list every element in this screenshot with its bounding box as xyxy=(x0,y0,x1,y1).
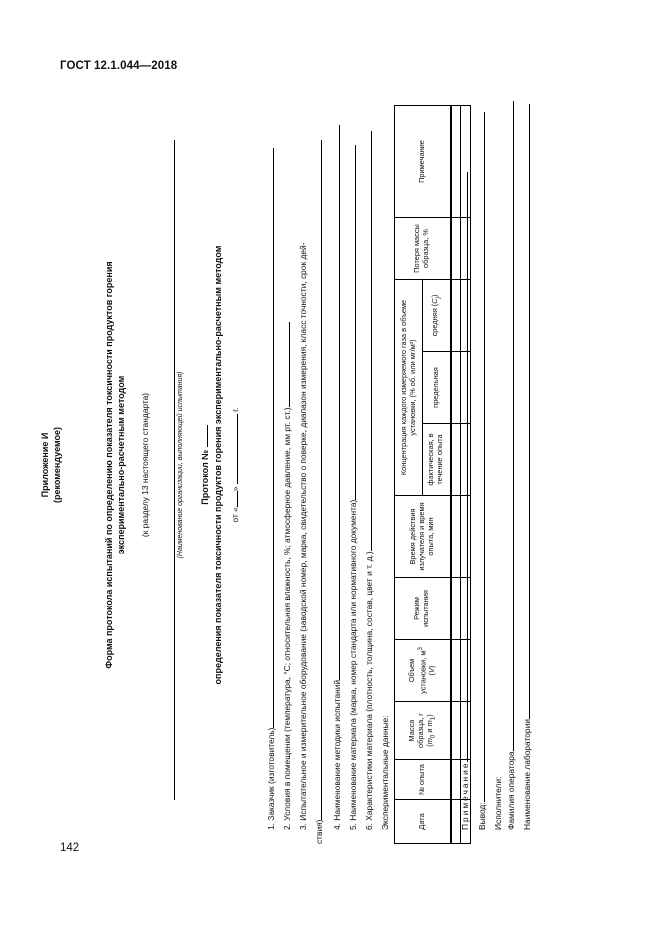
col-concentration: Концентрация каждого измеряемого газа в объеме установки, (% об. или мг/м³) xyxy=(395,279,423,495)
field-material-name[interactable]: 5. Наименование материала (марка, номер стандарта или нормативного документа) xyxy=(348,145,358,830)
protocol-date[interactable]: от «» г. xyxy=(230,407,240,523)
protocol-label: Протокол № xyxy=(200,449,210,505)
table-row[interactable] xyxy=(451,105,461,843)
field-equipment: 3. Испытательное и измерительное оборудование (заводской номер, марка, свидетельство о поверке, диапазон измерения, класс точности, срок дей- xyxy=(298,242,308,830)
col-mode: Режим испытания xyxy=(395,578,451,640)
form-heading-1: Форма протокола испытаний по определению показателя токсичности продуктов горения xyxy=(104,261,114,669)
col-note: Примечание xyxy=(395,105,451,217)
footer-lab[interactable]: Наименование лаборатории xyxy=(522,104,532,830)
appendix-title: Приложение И xyxy=(40,432,50,498)
col-conc-max: предельная xyxy=(423,352,451,424)
footer-conclusion[interactable]: Вывод: xyxy=(477,112,487,830)
protocol-number xyxy=(200,100,211,830)
col-mass-loss: Потеря массы образца, % xyxy=(395,217,451,279)
field-equipment-cont[interactable]: ствия) xyxy=(314,140,324,844)
col-number: № опыта xyxy=(395,760,451,800)
col-conc-avg: средняя $(C_j)$ xyxy=(423,279,451,351)
form-reference: (к разделу 13 настоящего стандарта) xyxy=(140,392,150,538)
org-name-line[interactable] xyxy=(174,140,175,800)
col-volume: Объем установки, $м^3$ (V) xyxy=(395,640,451,702)
rotated-form xyxy=(40,100,532,844)
footer-note[interactable]: Примечание xyxy=(460,172,470,830)
col-conc-actual: фактическая, в течение опыта xyxy=(423,424,451,496)
field-conditions[interactable]: 2. Условия в помещении (температура, °С; относительная влажность, %; атмосферное давление, мм рт. ст.) xyxy=(282,322,292,830)
appendix-status: (рекомендуемое) xyxy=(52,427,62,503)
org-caption: (Наименование организации, выполняющей испытания) xyxy=(177,371,184,559)
field-material-props[interactable]: 6. Характеристики материала (плотность, толщина, состав, цвет и т. д.) xyxy=(364,131,374,830)
field-method[interactable]: 4. Наименование методики испытаний xyxy=(332,125,342,830)
field-customer[interactable]: 1. Заказчик (изготовитель) xyxy=(266,108,276,830)
col-time: Время действия излучателя и время опыта, мин xyxy=(395,496,451,578)
page-number: 142 xyxy=(60,842,80,854)
col-date: Дата xyxy=(395,800,451,844)
col-mass: Масса образца, г ($m_0$ и $m_1$) xyxy=(395,702,451,760)
footer-operator[interactable]: Фамилия оператора xyxy=(506,101,516,830)
standard-header: ГОСТ 12.1.044—2018 xyxy=(60,60,178,72)
footer-executors: Исполнители: xyxy=(493,776,503,830)
protocol-subtitle: определения показателя токсичности продуктов горения экспериментально-расчетным методом xyxy=(213,245,223,685)
field-experimental: Экспериментальные данные: xyxy=(380,715,390,830)
form-heading-2: экспериментально-расчетным методом xyxy=(116,375,126,555)
